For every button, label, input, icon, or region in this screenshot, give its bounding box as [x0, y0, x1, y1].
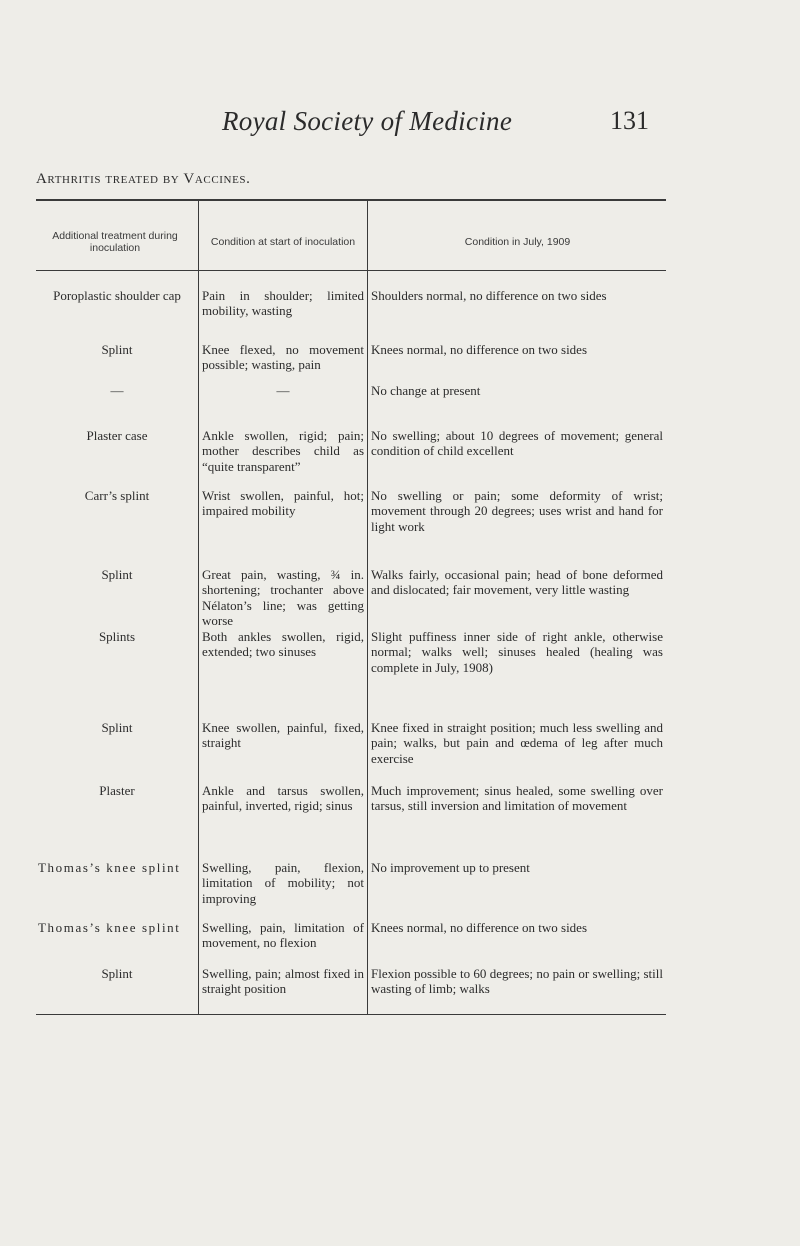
treatment-cell: —: [110, 383, 124, 398]
header-treatment: Additional treatment during inoculation: [52, 230, 178, 254]
header-bottom-rule: [36, 270, 666, 271]
treatment-cell: Splint: [101, 720, 133, 735]
start-condition-cell: Great pain, wasting, ¾ in. shortening; trochanter above Nélaton’s line; was getting worse: [202, 567, 364, 628]
treatment-cell: Splint: [101, 567, 133, 582]
start-condition-cell: Both ankles swollen, rigid, extended; two sinuses: [202, 629, 364, 660]
header-start-condition: Condition at start of inoculation: [210, 236, 356, 248]
start-condition-cell: Wrist swollen, painful, hot; impaired mobility: [202, 488, 364, 519]
table-bottom-rule: [36, 1014, 666, 1015]
section-title: Arthritis treated by Vaccines.: [36, 171, 251, 187]
start-condition-cell: Pain in shoulder; limited mobility, wasting: [202, 288, 364, 319]
treatment-cell: Splint: [101, 342, 133, 357]
july-condition-cell: No swelling; about 10 degrees of movement; general condition of child excellent: [371, 428, 663, 459]
july-condition-cell: Knees normal, no difference on two sides: [371, 342, 588, 357]
july-condition-cell: Knee fixed in straight position; much less swelling and pain; walks, but pain and œdema of leg after much exercise: [371, 720, 663, 766]
start-condition-cell: Swelling, pain, flexion, limitation of mobility; not improving: [202, 860, 364, 906]
journal-title: Royal Society of Medicine: [222, 106, 513, 136]
treatment-cell: Carr’s splint: [84, 488, 150, 503]
july-condition-cell: No improvement up to present: [371, 860, 530, 875]
july-condition-cell: No swelling or pain; some deformity of wrist; movement through 20 degrees; uses wrist and hand for light work: [371, 488, 663, 534]
treatment-cell: Thomas’s knee splint: [38, 920, 181, 935]
july-condition-cell: Shoulders normal, no difference on two sides: [371, 288, 607, 303]
treatment-cell: Splints: [98, 629, 136, 644]
july-condition-cell: Knees normal, no difference on two sides: [371, 920, 588, 935]
page-number: 131: [610, 106, 649, 135]
treatment-cell: Thomas’s knee splint: [38, 860, 181, 875]
treatment-cell: Poroplastic shoulder cap: [53, 288, 181, 303]
start-condition-cell: Swelling, pain, limitation of movement, no flexion: [202, 920, 364, 951]
treatment-cell: Plaster: [99, 783, 135, 798]
column-divider-1: [198, 201, 199, 1014]
start-condition-cell: —: [276, 383, 290, 398]
column-divider-2: [367, 201, 368, 1014]
header-july-condition: Condition in July, 1909: [464, 236, 571, 248]
july-condition-cell: Much improvement; sinus healed, some swelling over tarsus, still inversion and limitation of movement: [371, 783, 663, 814]
july-condition-cell: Slight puffiness inner side of right ankle, otherwise normal; walks well; sinuses healed (healing was complete in July, 1908): [371, 629, 663, 675]
running-head: [0, 106, 800, 146]
july-condition-cell: Flexion possible to 60 degrees; no pain or swelling; still wasting of limb; walks: [371, 966, 663, 997]
table-top-rule: [36, 199, 666, 201]
treatment-cell: Splint: [101, 966, 133, 981]
start-condition-cell: Ankle and tarsus swollen, painful, inverted, rigid; sinus: [202, 783, 364, 814]
july-condition-cell: Walks fairly, occasional pain; head of bone deformed and dislocated; fair movement, very little wasting: [371, 567, 663, 598]
july-condition-cell: No change at present: [371, 383, 481, 398]
start-condition-cell: Ankle swollen, rigid; pain; mother describes child as “quite transparent”: [202, 428, 364, 474]
treatment-cell: Plaster case: [86, 428, 148, 443]
start-condition-cell: Knee swollen, painful, fixed, straight: [202, 720, 364, 751]
start-condition-cell: Swelling, pain; almost fixed in straight position: [202, 966, 364, 997]
start-condition-cell: Knee flexed, no movement possible; wasting, pain: [202, 342, 364, 373]
